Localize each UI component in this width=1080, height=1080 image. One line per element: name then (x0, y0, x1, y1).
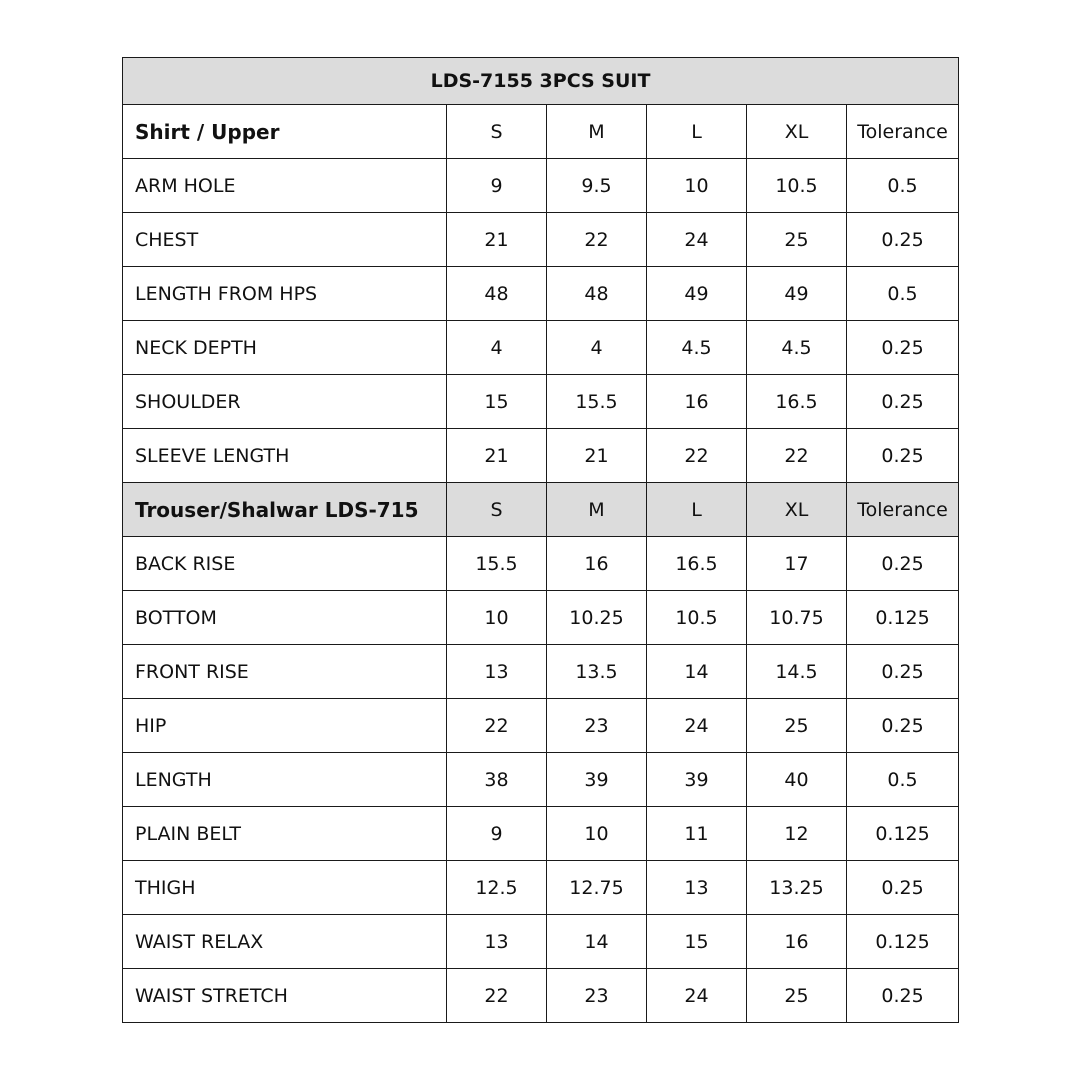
size-s-value: 21 (447, 213, 547, 267)
tolerance-value: 0.25 (847, 699, 959, 753)
size-m-value: 10.25 (547, 591, 647, 645)
trouser-header-row (123, 483, 959, 537)
size-l-value: 24 (647, 213, 747, 267)
table-row (123, 699, 959, 753)
size-s-value: 12.5 (447, 861, 547, 915)
size-s-value: 10 (447, 591, 547, 645)
measurement-name: SHOULDER (123, 375, 447, 429)
table-row (123, 159, 959, 213)
title-row (123, 58, 959, 105)
table-row (123, 753, 959, 807)
size-l-value: 15 (647, 915, 747, 969)
table-row (123, 267, 959, 321)
size-xl-value: 17 (747, 537, 847, 591)
shirt-header-row (123, 105, 959, 159)
size-chart-table (122, 57, 959, 1023)
size-xl-header: XL (747, 483, 847, 537)
size-l-value: 39 (647, 753, 747, 807)
size-xl-value: 14.5 (747, 645, 847, 699)
size-m-value: 12.75 (547, 861, 647, 915)
measurement-name: BACK RISE (123, 537, 447, 591)
size-s-value: 15.5 (447, 537, 547, 591)
size-s-value: 13 (447, 915, 547, 969)
size-s-value: 22 (447, 699, 547, 753)
chart-title: LDS-7155 3PCS SUIT (123, 58, 959, 105)
size-m-value: 39 (547, 753, 647, 807)
size-m-value: 22 (547, 213, 647, 267)
table-row (123, 969, 959, 1023)
size-l-value: 14 (647, 645, 747, 699)
table-row (123, 915, 959, 969)
tolerance-value: 0.125 (847, 807, 959, 861)
size-xl-value: 4.5 (747, 321, 847, 375)
measurement-name: FRONT RISE (123, 645, 447, 699)
size-s-header: S (447, 105, 547, 159)
size-l-value: 24 (647, 699, 747, 753)
size-s-value: 4 (447, 321, 547, 375)
measurement-name: BOTTOM (123, 591, 447, 645)
size-xl-value: 16.5 (747, 375, 847, 429)
size-xl-value: 13.25 (747, 861, 847, 915)
size-l-header: L (647, 105, 747, 159)
measurement-name: WAIST STRETCH (123, 969, 447, 1023)
size-s-value: 21 (447, 429, 547, 483)
measurement-name: LENGTH (123, 753, 447, 807)
tolerance-value: 0.25 (847, 969, 959, 1023)
table-row (123, 213, 959, 267)
size-l-value: 16 (647, 375, 747, 429)
measurement-name: LENGTH FROM HPS (123, 267, 447, 321)
size-s-value: 48 (447, 267, 547, 321)
tolerance-value: 0.125 (847, 915, 959, 969)
size-m-value: 15.5 (547, 375, 647, 429)
table-row (123, 537, 959, 591)
size-m-value: 23 (547, 699, 647, 753)
size-xl-value: 25 (747, 699, 847, 753)
tolerance-value: 0.5 (847, 267, 959, 321)
tolerance-value: 0.25 (847, 213, 959, 267)
tolerance-value: 0.25 (847, 321, 959, 375)
table-row (123, 861, 959, 915)
tolerance-value: 0.125 (847, 591, 959, 645)
tolerance-value: 0.25 (847, 537, 959, 591)
tolerance-value: 0.5 (847, 753, 959, 807)
table-row (123, 375, 959, 429)
trouser-section-label: Trouser/Shalwar LDS-715 (123, 483, 447, 537)
size-m-value: 4 (547, 321, 647, 375)
size-s-value: 38 (447, 753, 547, 807)
table-row (123, 429, 959, 483)
size-m-value: 48 (547, 267, 647, 321)
table-row (123, 807, 959, 861)
size-l-value: 24 (647, 969, 747, 1023)
tolerance-value: 0.25 (847, 645, 959, 699)
measurement-name: SLEEVE LENGTH (123, 429, 447, 483)
size-l-value: 10.5 (647, 591, 747, 645)
size-l-value: 49 (647, 267, 747, 321)
size-m-value: 21 (547, 429, 647, 483)
size-l-value: 22 (647, 429, 747, 483)
size-xl-header: XL (747, 105, 847, 159)
size-l-value: 16.5 (647, 537, 747, 591)
size-l-value: 11 (647, 807, 747, 861)
size-chart-body (123, 58, 959, 1023)
size-xl-value: 49 (747, 267, 847, 321)
tolerance-value: 0.25 (847, 429, 959, 483)
measurement-name: CHEST (123, 213, 447, 267)
size-s-value: 13 (447, 645, 547, 699)
size-xl-value: 10.75 (747, 591, 847, 645)
size-s-value: 9 (447, 159, 547, 213)
size-m-value: 14 (547, 915, 647, 969)
measurement-name: WAIST RELAX (123, 915, 447, 969)
size-l-value: 13 (647, 861, 747, 915)
size-xl-value: 25 (747, 969, 847, 1023)
measurement-name: PLAIN BELT (123, 807, 447, 861)
size-m-header: M (547, 105, 647, 159)
measurement-name: NECK DEPTH (123, 321, 447, 375)
size-l-value: 10 (647, 159, 747, 213)
size-s-header: S (447, 483, 547, 537)
tolerance-header: Tolerance (847, 105, 959, 159)
tolerance-header: Tolerance (847, 483, 959, 537)
size-m-value: 9.5 (547, 159, 647, 213)
size-xl-value: 16 (747, 915, 847, 969)
shirt-section-label: Shirt / Upper (123, 105, 447, 159)
size-m-value: 16 (547, 537, 647, 591)
measurement-name: ARM HOLE (123, 159, 447, 213)
measurement-name: HIP (123, 699, 447, 753)
table-row (123, 591, 959, 645)
size-xl-value: 12 (747, 807, 847, 861)
size-xl-value: 22 (747, 429, 847, 483)
tolerance-value: 0.25 (847, 375, 959, 429)
size-l-value: 4.5 (647, 321, 747, 375)
table-row (123, 321, 959, 375)
size-s-value: 9 (447, 807, 547, 861)
size-m-value: 23 (547, 969, 647, 1023)
size-m-value: 13.5 (547, 645, 647, 699)
table-row (123, 645, 959, 699)
size-m-value: 10 (547, 807, 647, 861)
size-xl-value: 10.5 (747, 159, 847, 213)
size-s-value: 22 (447, 969, 547, 1023)
size-xl-value: 25 (747, 213, 847, 267)
size-s-value: 15 (447, 375, 547, 429)
size-l-header: L (647, 483, 747, 537)
tolerance-value: 0.5 (847, 159, 959, 213)
size-m-header: M (547, 483, 647, 537)
measurement-name: THIGH (123, 861, 447, 915)
size-xl-value: 40 (747, 753, 847, 807)
tolerance-value: 0.25 (847, 861, 959, 915)
